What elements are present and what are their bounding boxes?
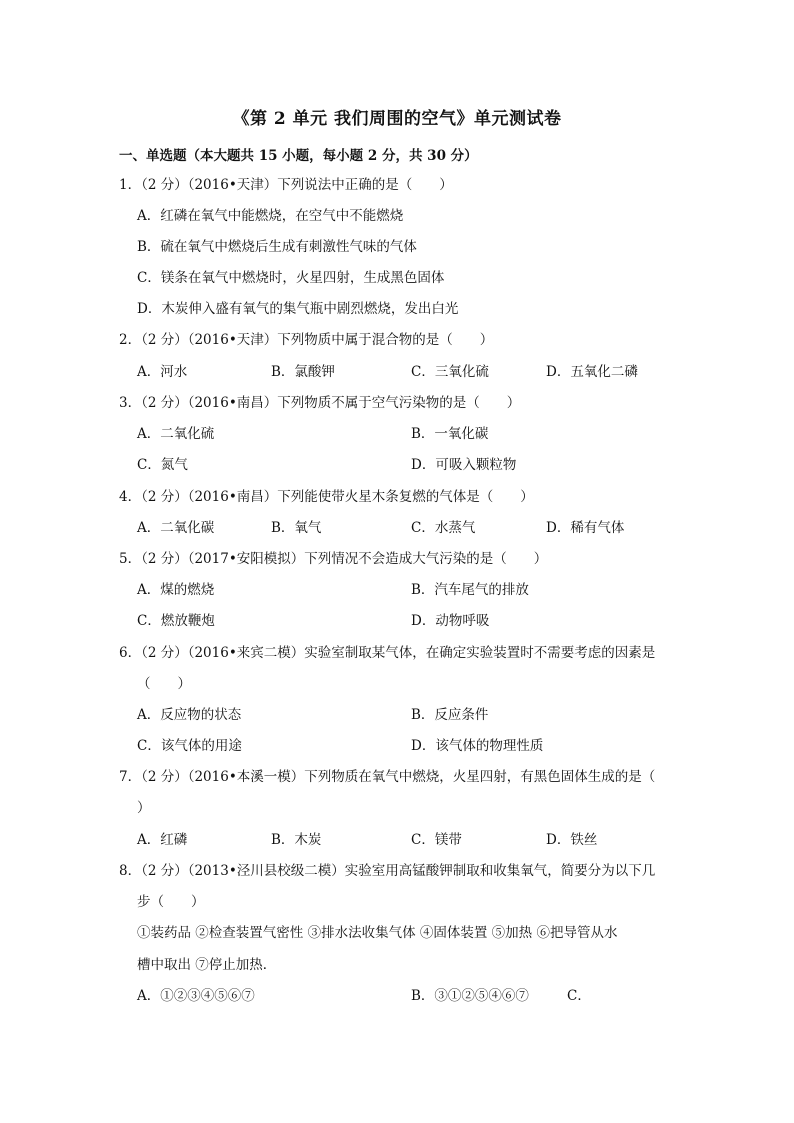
question-2-option-c: C．三氧化硫 — [411, 364, 489, 380]
question-6-option-c: C．该气体的用途 — [137, 738, 242, 754]
question-1-option-b: B．硫在氧气中燃烧后生成有刺激性气味的气体 — [137, 239, 417, 255]
question-8-option-c: C． — [567, 988, 591, 1004]
question-2-stem: 2．（2 分）（2016•天津）下列物质中属于混合物的是（ ） — [119, 332, 494, 348]
question-3-option-b: B．一氧化碳 — [411, 426, 489, 442]
question-6-option-b: B．反应条件 — [411, 707, 489, 723]
section-heading: 一、单选题（本大题共 15 小题，每小题 2 分，共 30 分） — [119, 148, 478, 164]
question-1-stem: 1．（2 分）（2016•天津）下列说法中正确的是（ ） — [119, 177, 453, 193]
question-7-stem: 7．（2 分）（2016•本溪一模）下列物质在氧气中燃烧，火星四射，有黑色固体生成的是（ — [119, 769, 656, 785]
question-7-option-b: B．木炭 — [271, 832, 322, 848]
question-2-option-a: A．河水 — [137, 364, 188, 380]
question-5-option-c: C．燃放鞭炮 — [137, 613, 215, 629]
question-4-option-d: D．稀有气体 — [546, 520, 625, 536]
question-4-stem: 4．（2 分）（2016•南昌）下列能使带火星木条复燃的气体是（ ） — [119, 489, 534, 505]
question-8-stem-cont: 步（ ） — [137, 894, 205, 910]
question-6-stem-cont: （ ） — [137, 676, 191, 692]
question-5-option-d: D．动物呼吸 — [411, 613, 490, 629]
question-2-option-b: B．氯酸钾 — [271, 364, 335, 380]
question-8-stem: 8．（2 分）（2013•泾川县校级二模）实验室用高锰酸钾制取和收集氧气，简要分为以下几 — [119, 863, 656, 879]
question-4-option-b: B．氧气 — [271, 520, 322, 536]
question-1-option-a: A．红磷在氧气中能燃烧，在空气中不能燃烧 — [137, 208, 404, 224]
question-4-option-c: C．水蒸气 — [411, 520, 476, 536]
question-2-option-d: D．五氧化二磷 — [546, 364, 638, 380]
question-8-option-a: A．①②③④⑤⑥⑦ — [137, 988, 255, 1004]
question-7-option-c: C．镁带 — [411, 832, 462, 848]
question-7-option-d: D．铁丝 — [546, 832, 598, 848]
question-3-option-c: C．氮气 — [137, 457, 188, 473]
question-6-option-a: A．反应物的状态 — [137, 707, 242, 723]
page-title: 《第 2 单元 我们周围的空气》单元测试卷 — [232, 109, 562, 129]
question-6-stem: 6．（2 分）（2016•来宾二模）实验室制取某气体，在确定实验装置时不需要考虑的因素是 — [119, 645, 656, 661]
question-7-stem-cont: ） — [137, 800, 151, 816]
question-8-steps-line-1: ①装药品 ②检查装置气密性 ③排水法收集气体 ④固体装置 ⑤加热 ⑥把导管从水 — [137, 925, 618, 941]
question-8-steps-line-2: 槽中取出 ⑦停止加热． — [137, 957, 277, 973]
question-1-option-d: D．木炭伸入盛有氧气的集气瓶中剧烈燃烧，发出白光 — [137, 301, 459, 317]
question-3-option-d: D．可吸入颗粒物 — [411, 457, 517, 473]
question-5-option-b: B．汽车尾气的排放 — [411, 582, 529, 598]
question-8-option-b: B．③①②⑤④⑥⑦ — [411, 988, 529, 1004]
question-3-option-a: A．二氧化硫 — [137, 426, 215, 442]
question-1-option-c: C．镁条在氧气中燃烧时，火星四射，生成黑色固体 — [137, 270, 445, 286]
question-7-option-a: A．红磷 — [137, 832, 188, 848]
question-5-stem: 5．（2 分）（2017•安阳模拟）下列情况不会造成大气污染的是（ ） — [119, 551, 548, 567]
question-6-option-d: D．该气体的物理性质 — [411, 738, 544, 754]
question-5-option-a: A．煤的燃烧 — [137, 582, 215, 598]
question-4-option-a: A．二氧化碳 — [137, 520, 215, 536]
question-3-stem: 3．（2 分）（2016•南昌）下列物质不属于空气污染物的是（ ） — [119, 395, 521, 411]
